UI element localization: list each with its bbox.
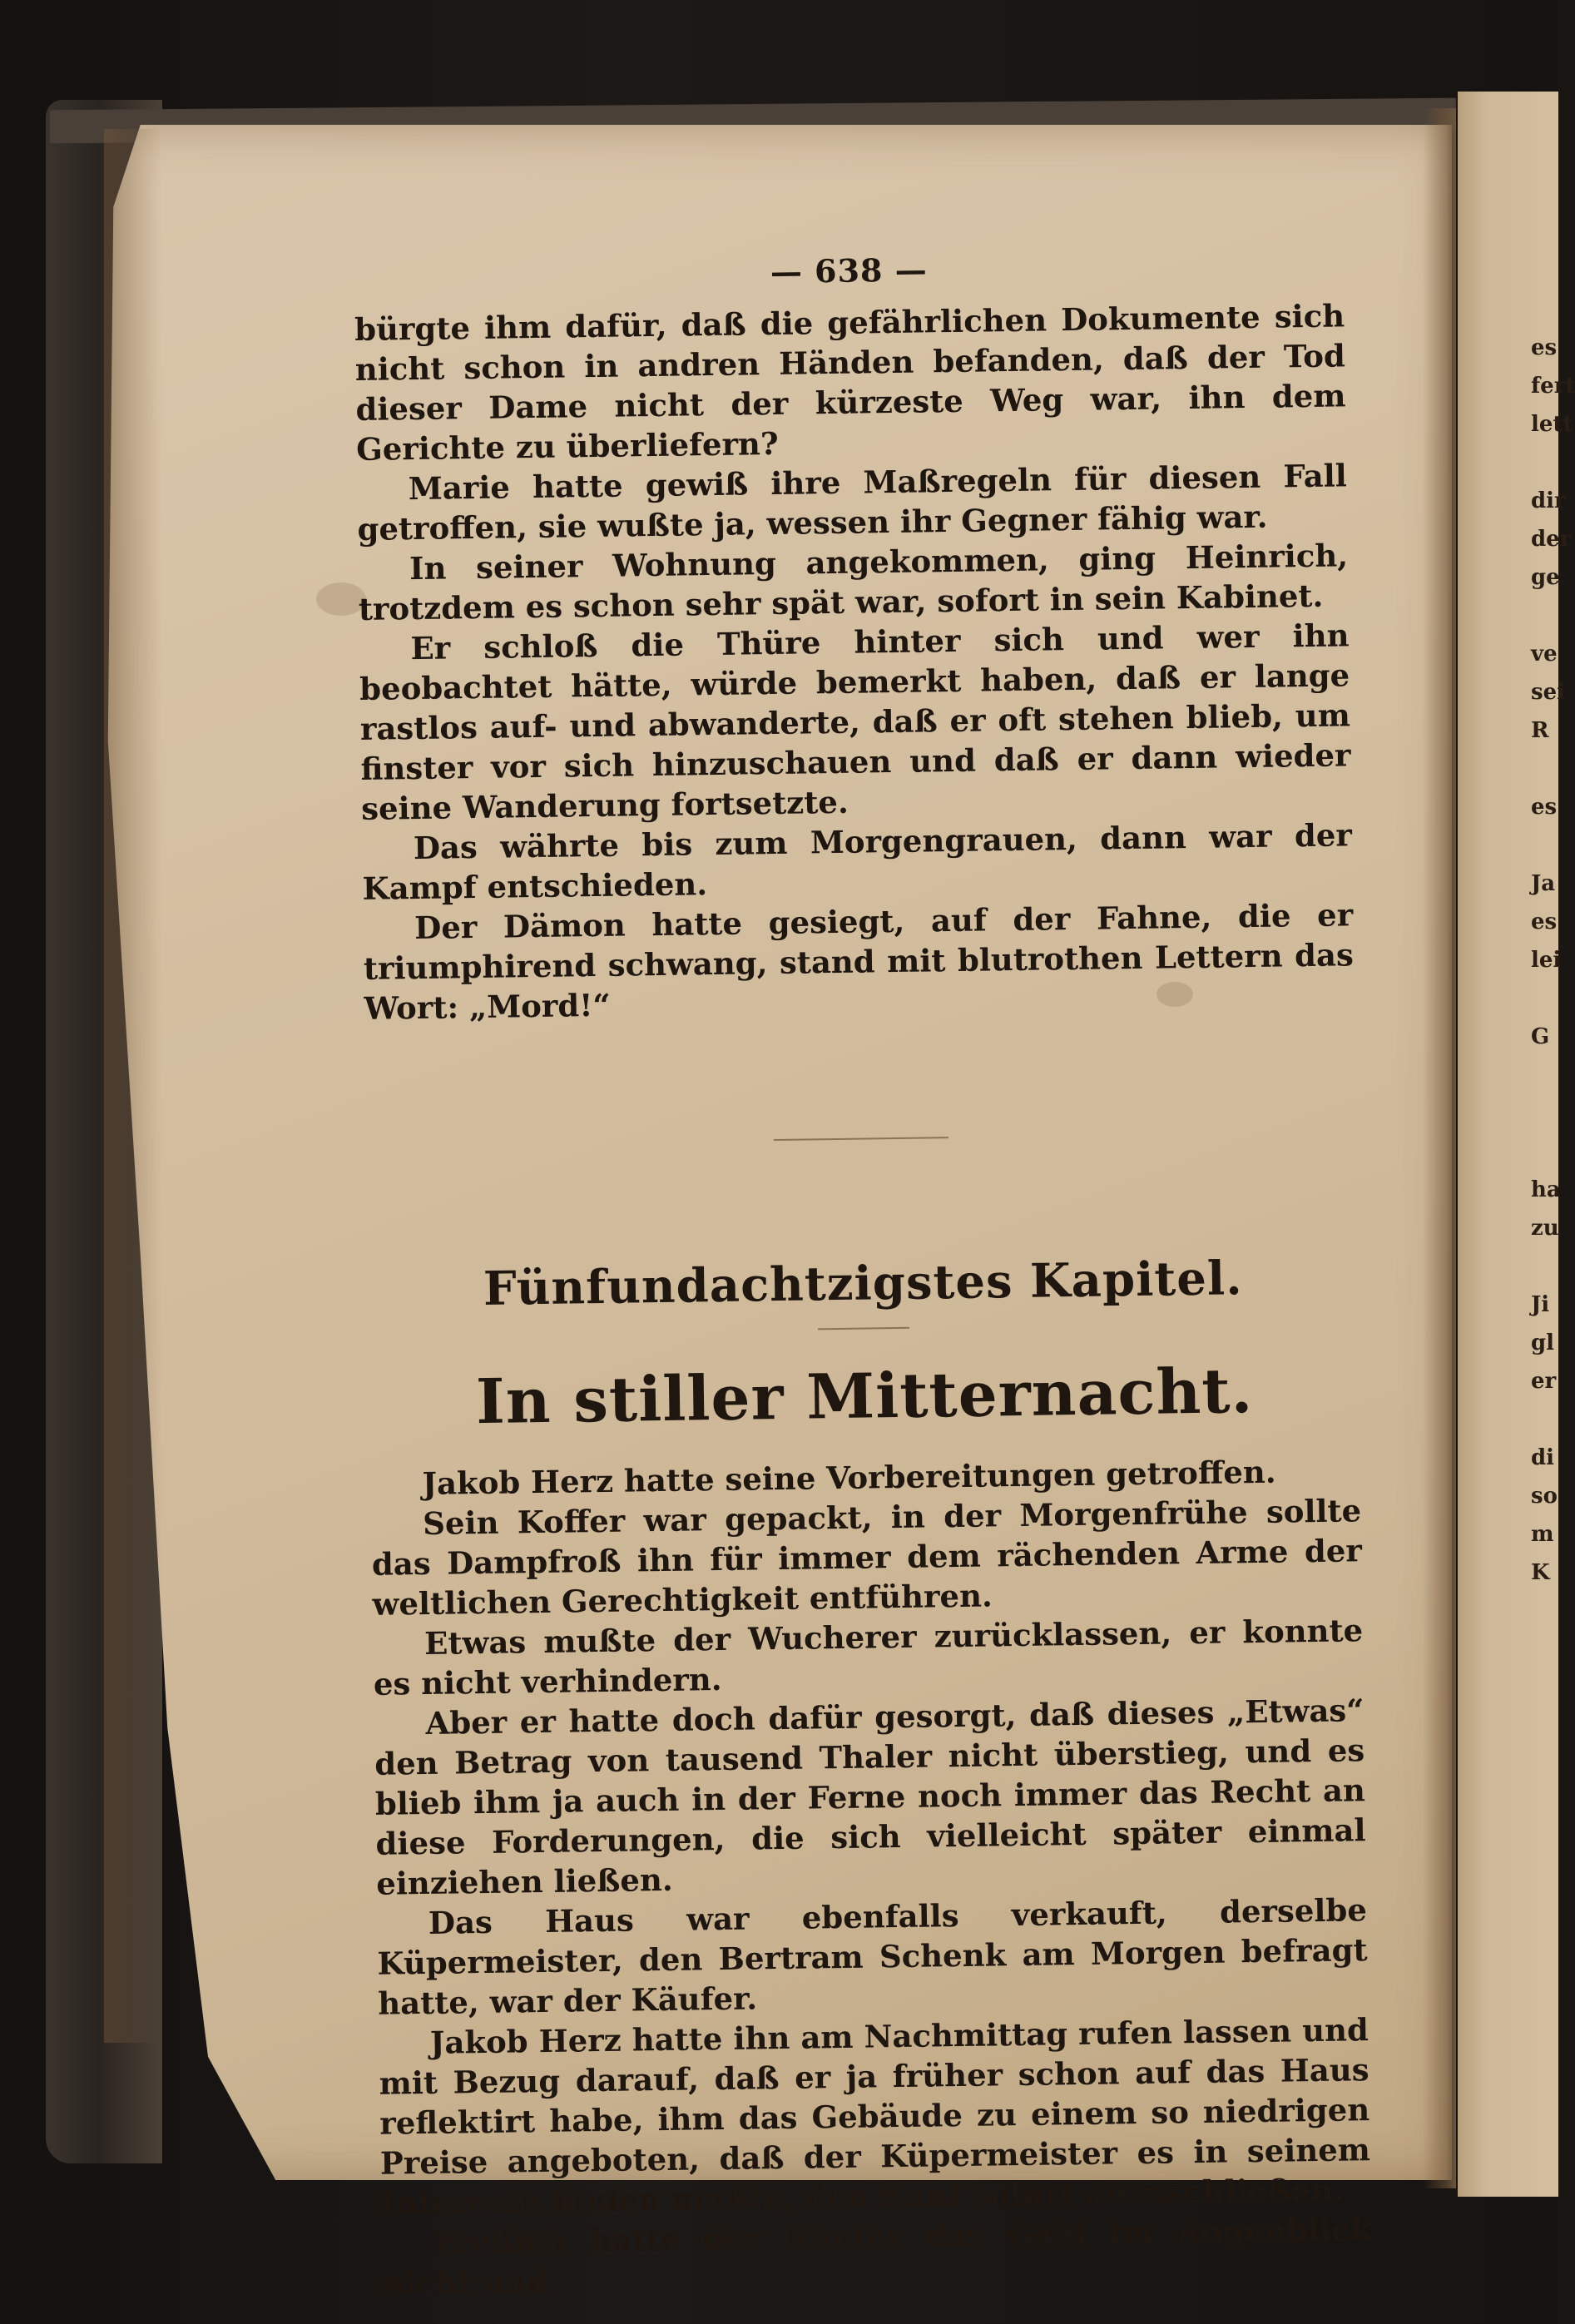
paragraph: Der Dämon hatte gesiegt, auf der Fahne, die er triumphirend schwang, stand mit blutrothen Lettern das Wort: „Mord!“: [363, 896, 1355, 1027]
paragraph: Aber er hatte doch dafür gesorgt, daß dieses „Etwas“ den Betrag von tausend Thaler nicht überstieg, und es blieb ihm ja auch in der Ferne noch immer das Recht an diese Forderungen, die sich vielleicht später einmal einziehen ließen.: [374, 1692, 1366, 1902]
page-number: — 638 —: [770, 250, 928, 291]
page-gutter: [1423, 108, 1456, 2188]
facing-page-fragment: Ji: [1531, 1292, 1550, 1317]
title-divider: [818, 1327, 909, 1330]
facing-page-fragment: es: [1531, 795, 1558, 820]
facing-page-fragment: [1531, 597, 1558, 635]
facing-page-fragment: sei: [1531, 680, 1566, 705]
facing-page-fragment: so: [1531, 1484, 1558, 1509]
facing-page-fragment: Ja: [1531, 871, 1556, 896]
facing-page-fragment: [1531, 1247, 1558, 1286]
paragraph: Das Haus war ebenfalls verkauft, derselbe Küpermeister, den Bertram Schenk am Morgen befragt hatte, war der Käufer.: [377, 1891, 1368, 2022]
paragraph: Jakob Herz hatte seine Vorbereitungen getroffen.: [422, 1453, 1276, 1502]
facing-page-fragment: ve: [1531, 642, 1558, 666]
facing-page-fragment: [1531, 1056, 1558, 1094]
paragraph: Freilich hatte der Käufer das Geld im Augenblick nicht und: [381, 2211, 1372, 2302]
text-block-before-chapter: [354, 295, 1355, 1028]
paragraph: bürgte ihm dafür, daß die gefährlichen Dokumente sich nicht schon in andren Händen befanden, daß der Tod dieser Dame nicht der kürzeste Weg war, ihn dem Gerichte zu überliefern?: [354, 297, 1346, 468]
facing-page-fragment: K: [1531, 1560, 1550, 1585]
facing-page-fragment: gl: [1531, 1330, 1555, 1355]
facing-page-fragment: di: [1531, 1445, 1555, 1470]
facing-page-fragment: er: [1531, 1369, 1557, 1394]
facing-page-fragment: fert: [1531, 374, 1575, 399]
facing-page-fragment: [1531, 1132, 1558, 1171]
section-divider: [774, 1137, 948, 1141]
paragraph: In seiner Wohnung angekommen, ging Heinrich, trotzdem es schon sehr spät war, sofort in sein Kabinet.: [358, 537, 1349, 627]
facing-page-fragment: [1531, 826, 1558, 865]
facing-page-fragment: m: [1531, 1522, 1554, 1547]
facing-page-fragment: ha: [1531, 1177, 1561, 1202]
facing-page-fragment: lett: [1531, 412, 1573, 437]
paragraph: Sein Koffer war gepackt, in der Morgenfrühe sollte das Dampfroß ihn für immer dem rächenden Arme der weltlichen Gerechtigkeit entführen.: [371, 1492, 1363, 1623]
paragraph: Jakob Herz hatte ihn am Nachmittag rufen lassen und mit Bezug darauf, daß er ja früher schon auf das Haus reflektirt habe, ihm das Gebäude zu einem so niedrigen Preise angeboten, daß der Küpermeister es in seinem Interesse finden mußte, den Kauf sofort abzuschließen.: [379, 2011, 1371, 2222]
paragraph: Er schloß die Thüre hinter sich und wer ihn beobachtet hätte, würde bemerkt haben, daß er lange rastlos auf- und abwanderte, daß er oft stehen blieb, um finster vor sich hinzuschauen und daß er dann wieder seine Wanderung fortsetzte.: [359, 617, 1351, 827]
facing-page-fragment: der: [1531, 527, 1572, 552]
chapter-number: Fünfundachtzigstes Kapitel.: [483, 1251, 1244, 1316]
facing-page-fragment: [1531, 443, 1558, 482]
facing-page-fragment: ge: [1531, 565, 1560, 590]
text-block-chapter-body: [370, 1450, 1372, 2303]
facing-page-fragment: lei: [1531, 948, 1562, 973]
facing-page-fragment: [1531, 750, 1558, 788]
facing-page-text: [1531, 329, 1575, 1592]
facing-page-fragment: es: [1531, 909, 1558, 934]
paragraph: Etwas mußte der Wucherer zurücklassen, er konnte es nicht verhindern.: [373, 1612, 1364, 1702]
paragraph: Marie hatte gewiß ihre Maßregeln für diesen Fall getroffen, sie wußte ja, wessen ihr Gegner fähig war.: [357, 457, 1348, 548]
facing-page-fragment: [1531, 1400, 1558, 1439]
facing-page-fragment: es: [1531, 335, 1558, 360]
facing-page-fragment: dir: [1531, 488, 1566, 513]
page-content: [354, 244, 1372, 2302]
paragraph: Das währte bis zum Morgengrauen, dann war der Kampf entschieden.: [362, 816, 1353, 907]
page-edge-shadow: [104, 129, 162, 2043]
facing-page-fragment: zu: [1531, 1216, 1559, 1241]
facing-page-fragment: [1531, 1094, 1558, 1132]
facing-page-fragment: G: [1531, 1024, 1550, 1049]
facing-page-fragment: R: [1531, 718, 1549, 743]
facing-page-fragment: [1531, 979, 1558, 1018]
chapter-title: In stiller Mitternacht.: [475, 1355, 1254, 1439]
